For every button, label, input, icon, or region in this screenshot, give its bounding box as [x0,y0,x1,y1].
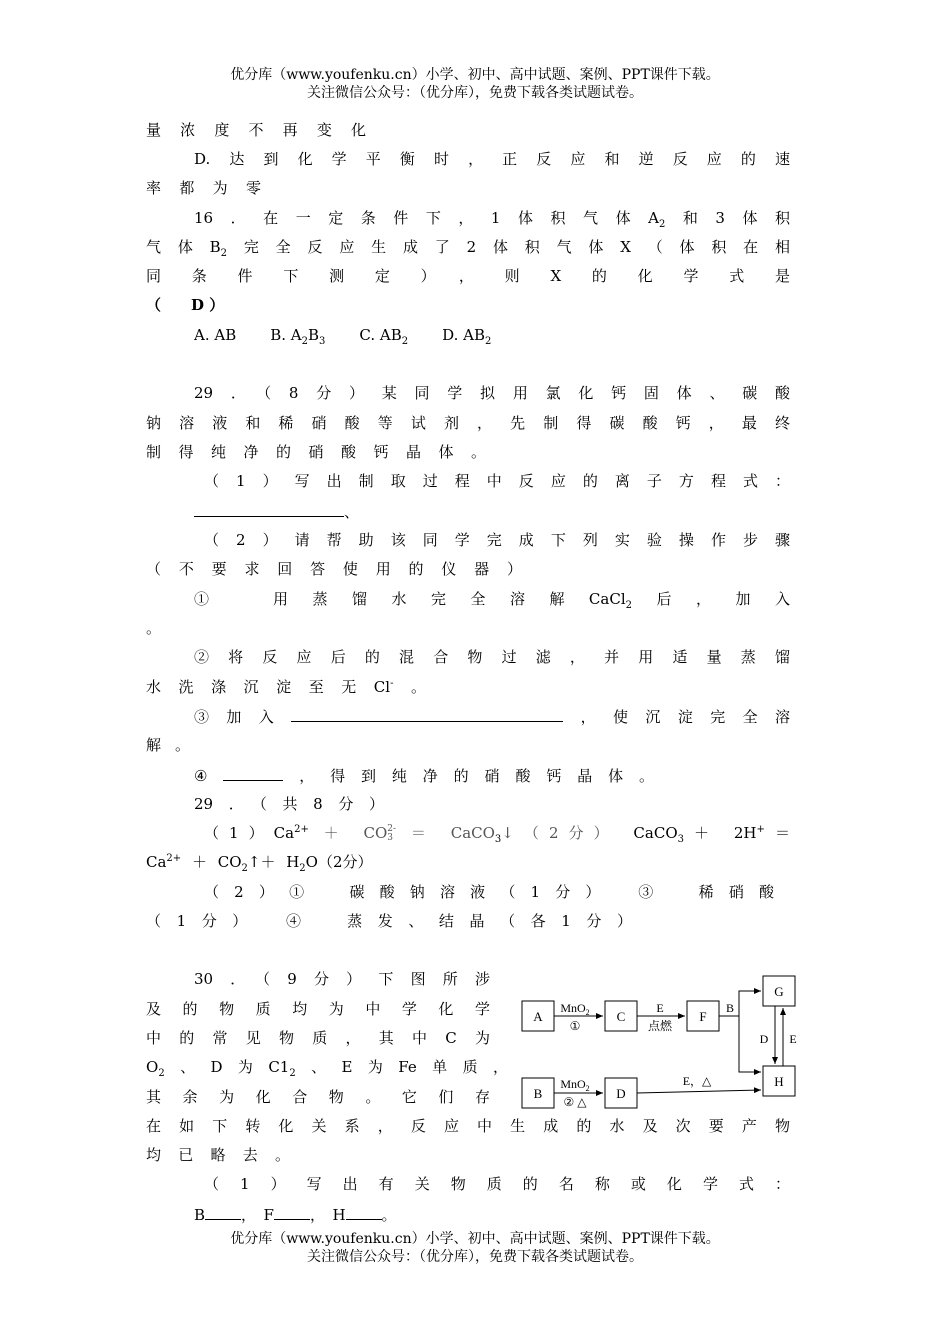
q29-part2-line-1: （2）请帮助该同学完成下列实验操作步骤 [204,531,790,549]
label-b: B [533,1086,543,1101]
label-b-edge: B [725,1001,735,1015]
label-d: D [616,1086,626,1101]
q30-stem-line-2: 及的物质均为中学化学 [146,1000,490,1018]
q29-answer-1: $(1)Ca^{2+} + CO2-$ 3 ＝ CaCO$_3$↓（2分） CaCO$_3$＋ 2H+＝ [204,824,790,844]
q29-stem-line-2: 钠溶液和稀硝酸等试剂，先制得碳酸钙，最终 [146,414,790,432]
footer-line-1: 优分库（www.youfenku.cn）小学、初中、高中试题、案例、PPT课件下载。 [230,1231,720,1247]
answer-blank-h[interactable] [346,1203,382,1220]
q16-choice-c: C. $AB_2$ [359,326,409,346]
reaction-flow-diagram [517,968,802,1118]
q16-stem-line-1: 16．在一定条件下，1体积气体$A_2$和3体积 [194,209,790,229]
q16-choice-b: B. $A_2B_3$ [270,326,326,346]
q29-answer-2-cont: （1分） ④ 蒸发、结晶（各1分） [146,912,632,930]
label-e-edge: E [789,1032,797,1046]
answer-blank[interactable] [291,705,563,722]
q30-part1: （1）写出有关物质的名称或化学式： [204,1175,790,1193]
edge-f-h [739,1016,761,1072]
label-f: F [699,1009,707,1024]
answer-blank[interactable] [194,500,344,517]
q16-choice-a: A. AB [194,326,237,344]
q16-answer: （ D ） [146,296,225,314]
footer-line-2: 关注微信公众号：（优分库），免费下载各类试题试卷。 [307,1249,643,1265]
label-e-heat: E，△ [682,1074,712,1088]
q29-part1: （1）写出制取过程中反应的离子方程式： [204,472,790,490]
label-h: H [774,1074,784,1089]
q29-step-2-line-2: 水洗涤沉淀至无Cl-。 [146,678,426,696]
answer-blank-b[interactable] [205,1203,241,1220]
answer-blank-f[interactable] [274,1203,310,1220]
q29-part1-blank: 、 [194,500,790,522]
label-mno2-2: MnO$_2$ [560,1077,590,1093]
q29-stem-line-1: 29．（8分）某同学拟用氯化钙固体、碳酸 [194,384,790,402]
label-ignite: 点燃 [647,1019,673,1033]
q16-choices [194,324,790,346]
q16-stem-line-3: 同条件下测定），则X的化学式是 [146,267,790,285]
q30-stem-line-7: 均已略去。 [146,1146,290,1164]
q30-stem-line-6: 在如下转化关系，反应中生成的水及次要产物 [146,1117,790,1135]
q30-stem-line-4: $O_2$、D为$C1_2$、E为Fe单质， [146,1058,508,1078]
header-line-2: 关注微信公众号：（优分库），免费下载各类试题试卷。 [307,85,643,101]
label-c: C [616,1009,626,1024]
q15-option-d-cont: 率都为零 [146,179,261,197]
q29-answer-title: 29．（共8分） [194,795,384,813]
q29-stem-line-3: 制得纯净的硝酸钙晶体。 [146,443,486,461]
answer-blank[interactable] [223,764,283,781]
q29-step-3: ③加入 ，使沉淀完全溶 [194,705,790,727]
label-mno2-1: MnO$_2$ [560,1001,590,1017]
label-g: G [774,984,784,999]
edge-d-h [637,1090,761,1093]
q29-part2-line-2: （不要求回答使用的仪器） [146,560,522,578]
label-step-1: ① [569,1019,581,1033]
q29-step-1-end: 。 [146,619,162,637]
q29-step-2-line-1: ②将反应后的混合物过滤，并用适量蒸馏 [194,648,790,666]
label-e: E [656,1001,664,1015]
label-a: A [533,1009,543,1024]
q30-stem-line-1: 30．（9分）下图所涉 [194,970,490,988]
q29-step-1: ① 用蒸馏水完全溶解CaCl$_2$后，加入 [194,590,790,610]
q30-stem-line-5: 其余为化合物。它们存 [146,1088,490,1106]
q15-option-d: D.达到化学平衡时，正反应和逆反应的速 [194,150,790,168]
q16-choice-d: D. $AB_2$ [442,326,492,346]
header-line-1: 优分库（www.youfenku.cn）小学、初中、高中试题、案例、PPT课件下载。 [230,67,720,83]
q29-step-4: ④ ，得到纯净的硝酸钙晶体。 [194,764,654,786]
label-step-2: ② △ [563,1095,587,1109]
q29-step-3-end: 解。 [146,736,190,754]
label-d-edge: D [759,1032,769,1046]
q29-answer-2: （2）① 碳酸钠溶液（1分） ③ 稀硝酸 [204,883,774,901]
q29-answer-1-cont: $Ca^{2+}$ ＋ $CO_2↑+ H_2O(2$分） [146,853,373,873]
q15-continuation: 量浓度不再变化 [146,121,366,139]
q30-part1-blanks: B ， F ， H 。 [194,1203,790,1225]
q30-stem-line-3: 中的常见物质，其中C为 [146,1029,490,1047]
q16-stem-line-2: 气体$B_2$完全反应生成了2体积气体X（体积在相 [146,238,790,258]
